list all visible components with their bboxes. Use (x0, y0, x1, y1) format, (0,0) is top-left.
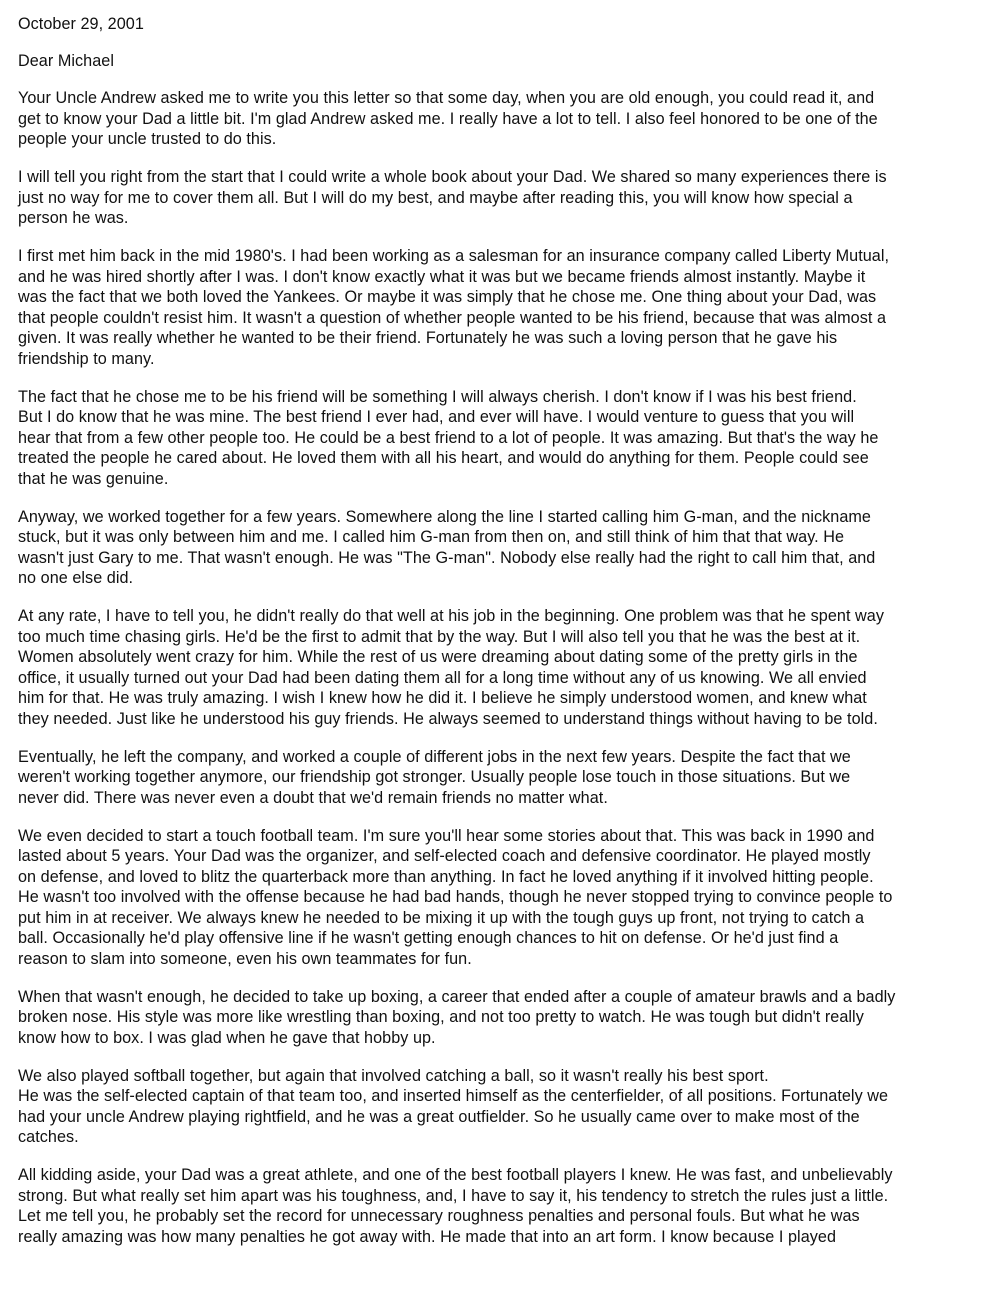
text-line: really amazing was how many penalties he got away with. He made that into an art form. I know because I played (18, 1227, 836, 1246)
text-line: stuck, but it was only between him and me. I called him G-man from then on, and still think of him that that way. He (18, 528, 845, 546)
paragraph-1 (18, 88, 986, 150)
letter-salutation: Dear Michael (18, 51, 114, 70)
text-line: too much time chasing girls. He'd be the first to admit that by the way. But I will also tell you that he was the best at it. (18, 627, 861, 646)
text-line: When that wasn't enough, he decided to take up boxing, a career that ended after a couple of amateur brawls and a badly (18, 987, 896, 1006)
text-line: know how to box. I was glad when he gave that hobby up. (18, 1028, 436, 1047)
text-line: just no way for me to cover them all. But I will do my best, and maybe after reading this, you will know how special a (18, 188, 853, 207)
text-line: strong. But what really set him apart was his toughness, and, I have to say it, his tendency to stretch the rules just a little. (18, 1186, 889, 1205)
paragraph-7 (18, 747, 986, 809)
text-line: friendship to many. (18, 349, 155, 368)
text-line: Your Uncle Andrew asked me to write you this letter so that some day, when you are old enough, you could read it, and (18, 89, 875, 107)
text-line: He was the self-elected captain of that team too, and inserted himself as the centerfielder, of all positions. Fortunately we (18, 1087, 889, 1105)
text-line: and he was hired shortly after I was. I don't know exactly what it was but we became friends almost instantly. Maybe it (18, 267, 866, 286)
text-line: that people couldn't resist him. It wasn't a question of whether people wanted to be his friend, because that was almost a (18, 308, 887, 327)
paragraph-2 (18, 167, 986, 229)
text-line: We even decided to start a touch football team. I'm sure you'll hear some stories about that. This was back in 1990 and (18, 826, 875, 845)
paragraph-8 (18, 826, 986, 970)
text-line: hear that from a few other people too. He could be a best friend to a lot of people. It was amazing. But that's the way he (18, 428, 879, 447)
text-line: people your uncle trusted to do this. (18, 130, 277, 148)
text-line: I first met him back in the mid 1980's. I had been working as a salesman for an insurance company called Liberty Mutual, (18, 247, 890, 265)
paragraph-10 (18, 1066, 986, 1148)
text-line: given. It was really whether he wanted to be their friend. Fortunately he was such a loving person that he gave his (18, 329, 838, 347)
text-line: that he was genuine. (18, 469, 169, 488)
text-line: All kidding aside, your Dad was a great athlete, and one of the best football players I knew. He was fast, and unbelievably (18, 1166, 893, 1184)
text-line: I will tell you right from the start that I could write a whole book about your Dad. We shared so many experiences there is (18, 168, 887, 186)
text-line: put him in at receiver. We always knew he needed to be mixing it up with the tough guys up front, not trying to catch a (18, 908, 865, 927)
text-line: Women absolutely went crazy for him. While the rest of us were dreaming about dating some of the pretty girls in the (18, 648, 858, 666)
text-line: no one else did. (18, 569, 134, 587)
text-line: The fact that he chose me to be his friend will be something I will always cherish. I don't know if I was his best friend. (18, 387, 857, 406)
text-line: treated the people he cared about. He loved them with all his heart, and would do anything for them. People could see (18, 449, 869, 467)
text-line: We also played softball together, but again that involved catching a ball, so it wasn't really his best sport. (18, 1066, 769, 1085)
text-line: lasted about 5 years. Your Dad was the organizer, and self-elected coach and defensive coordinator. He played mostly (18, 847, 871, 865)
text-line: him for that. He was truly amazing. I wish I knew how he did it. I believe he simply understood women, and knew what (18, 689, 867, 707)
paragraph-11 (18, 1165, 986, 1247)
text-line: never did. There was never even a doubt that we'd remain friends no matter what. (18, 788, 608, 807)
text-line: catches. (18, 1128, 79, 1146)
letter-body (18, 14, 986, 1247)
text-line: on defense, and loved to blitz the quarterback more than anything. In fact he loved anything if it involved hitting people. (18, 867, 874, 886)
text-line: they needed. Just like he understood his guy friends. He always seemed to understand things without having to be told. (18, 709, 878, 728)
text-line: was the fact that we both loved the Yankees. Or maybe it was simply that he chose me. One thing about your Dad, was (18, 288, 877, 306)
letter-date: October 29, 2001 (18, 15, 144, 33)
paragraph-3 (18, 246, 986, 369)
text-line: office, it usually turned out your Dad had been dating them all for a long time without any of us knowing. We all envied (18, 668, 867, 687)
paragraph-6 (18, 606, 986, 729)
text-line: weren't working together anymore, our friendship got stronger. Usually people lose touch in those situations. But we (18, 768, 851, 786)
text-line: Anyway, we worked together for a few years. Somewhere along the line I started calling him G-man, and the nickname (18, 507, 871, 526)
paragraph-9 (18, 987, 986, 1049)
text-line: He wasn't too involved with the offense because he had bad hands, though he never stopped trying to convince people to (18, 888, 893, 906)
text-line: Let me tell you, he probably set the record for unnecessary roughness penalties and personal fouls. But what he was (18, 1207, 860, 1225)
text-line: had your uncle Andrew playing rightfield, and he was a great outfielder. So he usually came over to make most of the (18, 1107, 860, 1126)
text-line: person he was. (18, 209, 129, 227)
text-line: But I do know that he was mine. The best friend I ever had, and ever will have. I would venture to guess that you will (18, 408, 855, 426)
text-line: wasn't just Gary to me. That wasn't enough. He was "The G-man". Nobody else really had the right to call him that, and (18, 548, 876, 567)
text-line: broken nose. His style was more like wrestling than boxing, and not too pretty to watch. He was tough but didn't really (18, 1008, 864, 1026)
paragraph-5 (18, 507, 986, 589)
text-line: reason to slam into someone, even his own teammates for fun. (18, 949, 472, 968)
text-line: At any rate, I have to tell you, he didn't really do that well at his job in the beginning. One problem was that he spent way (18, 607, 884, 625)
text-line: Eventually, he left the company, and worked a couple of different jobs in the next few years. Despite the fact that we (18, 747, 851, 766)
text-line: get to know your Dad a little bit. I'm glad Andrew asked me. I really have a lot to tell. I also feel honored to be one of the (18, 109, 878, 128)
paragraph-4 (18, 387, 986, 490)
text-line: ball. Occasionally he'd play offensive line if he wasn't getting enough chances to hit on defense. Or he'd just find a (18, 929, 839, 947)
